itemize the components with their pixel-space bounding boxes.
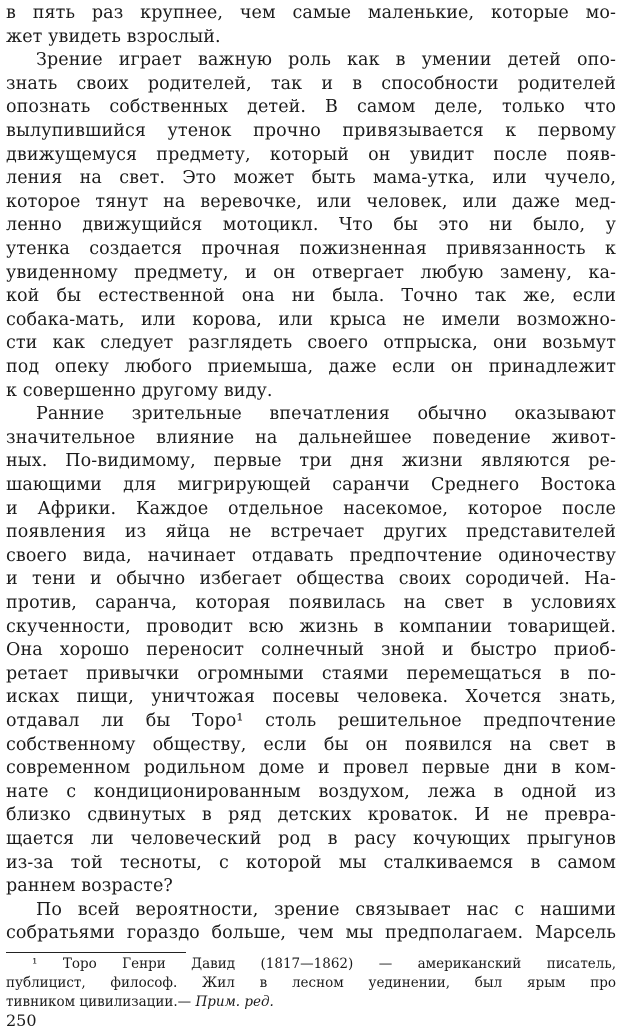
- body-line: и тени и обычно избегает общества своих сородичей. На-: [6, 569, 616, 590]
- footnote-line: публицист, философ. Жил в лесном уединении, был ярым про: [6, 975, 616, 991]
- body-line: скученности, проводит всю жизнь в компании товарищей.: [6, 616, 616, 637]
- body-line: современном родильном доме и провел первые дни в ком-: [6, 758, 616, 779]
- body-line: собака-мать, или корова, или крыса не имели возможно-: [6, 309, 616, 330]
- body-line: против, саранча, которая появилась на свет в условиях: [6, 593, 616, 613]
- body-line: и Африки. Каждое отдельное насекомое, которое после: [6, 498, 616, 519]
- body-line: собственному обществу, если бы он появился на свет в: [6, 734, 616, 755]
- body-line: щается ли человеческий род в расу кочующих прыгунов: [6, 829, 616, 849]
- body-line: значительное влияние на дальнейшее поведение живот-: [6, 427, 616, 448]
- footnote-divider: [6, 952, 186, 953]
- body-line: ретает привычки огромными стаями перемещаться в по-: [6, 663, 616, 684]
- body-line: кой бы естественной она ни была. Точно так же, если: [6, 286, 616, 307]
- paragraph-first-line: Ранние зрительные впечатления обычно оказывают: [36, 404, 616, 425]
- body-line: близко сдвинутых в ряд детских кроваток. И не превра-: [6, 805, 616, 826]
- body-line: ных. По-видимому, первые три дня жизни являются ре-: [6, 451, 616, 472]
- body-line: под опеку любого приемыша, даже если он принадлежит: [6, 357, 616, 377]
- body-line: движущемуся предмету, который он увидит после появ-: [6, 144, 616, 165]
- body-line: знать своих родителей, так и в способности родителей: [6, 73, 616, 94]
- footnote-line: [6, 993, 616, 1012]
- body-line: исках пищи, уничтожая посевы человека. Хочется знать,: [6, 687, 616, 708]
- footnote-line: ¹ Торо Генри Давид (1817—1862) — американский писатель,: [32, 956, 616, 972]
- body-line: нате с кондиционированным воздухом, лежа в одной из: [6, 781, 616, 802]
- page-number: 250: [6, 1011, 37, 1030]
- paragraph-first-line: Зрение играет важную роль как в умении детей опо-: [36, 50, 616, 71]
- body-line: жет увидеть взрослый.: [6, 26, 221, 47]
- body-line: увиденному предмету, и он отвергает любую замену, ка-: [6, 262, 616, 283]
- book-page: [6, 0, 616, 1033]
- body-line: собратьями гораздо больше, чем мы предполагаем. Марсель: [6, 923, 616, 944]
- paragraph-first-line: По всей вероятности, зрение связывает нас с нашими: [36, 899, 616, 920]
- body-line: Она хорошо переносит солнечный зной и быстро приоб-: [6, 640, 616, 661]
- body-line: ленно движущийся мотоцикл. Что бы это ни было, у: [6, 215, 616, 236]
- body-line: в пять раз крупнее, чем самые маленькие, которые мо-: [6, 3, 616, 23]
- body-line: опознать собственных детей. В самом деле, только что: [6, 97, 616, 118]
- footnote-text: тивником цивилизации.—: [6, 994, 196, 1010]
- body-line: утенка создается прочная пожизненная привязанность к: [6, 239, 616, 259]
- body-line: вылупившийся утенок прочно привязывается к первому: [6, 121, 616, 141]
- body-line: своего вида, начинает отдавать предпочтение одиночеству: [6, 545, 616, 566]
- body-line: появления из яйца не встречает других представителей: [6, 522, 616, 543]
- editor-note: Прим. ред.: [195, 994, 274, 1010]
- body-line: сти как следует разглядеть своего отпрыска, они возьмут: [6, 333, 616, 354]
- body-line: раннем возрасте?: [6, 876, 173, 897]
- body-line: к совершенно другому виду.: [6, 380, 273, 401]
- body-line: которое тянут на веревочке, или человек, или даже мед-: [6, 191, 616, 212]
- body-line: отдавал ли бы Торо¹ столь решительное предпочтение: [6, 711, 616, 731]
- body-line: из-за той тесноты, с которой мы сталкиваемся в самом: [6, 852, 616, 873]
- body-line: шающими для мигрирующей саранчи Среднего Востока: [6, 475, 616, 495]
- body-line: ления на свет. Это может быть мама-утка, или чучело,: [6, 168, 616, 189]
